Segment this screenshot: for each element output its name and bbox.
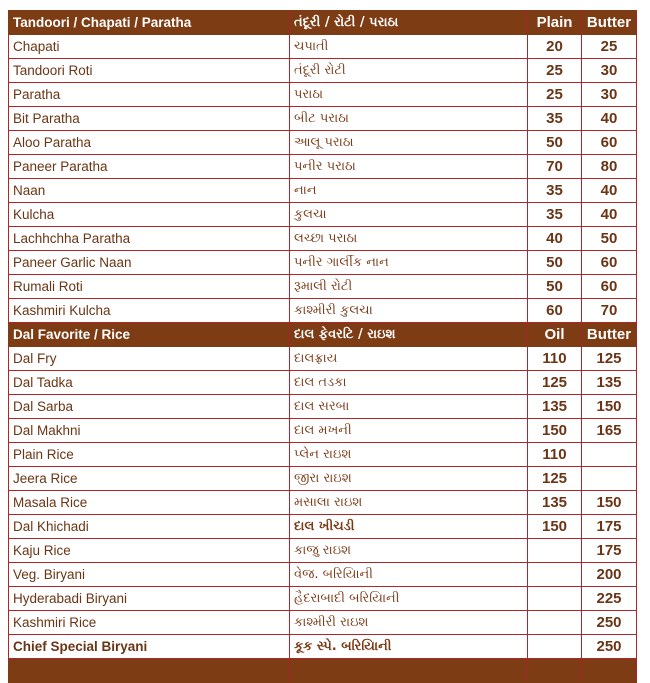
item-name-gujarati: વેજ. બરિયિાની [290,563,528,587]
price-cell: 50 [528,131,582,155]
item-name-english: Masala Rice [9,491,290,515]
section-header [9,323,637,347]
menu-item-row [9,515,637,539]
item-name-gujarati: કાજુ રાઇશ [290,539,528,563]
item-name-gujarati: કૂક સ્પે. બરિયિાની [290,635,528,659]
item-name-gujarati: લચ્છા પરાઠા [290,227,528,251]
menu-table [8,10,637,683]
price-column-header: Butter [582,323,637,347]
item-name-gujarati: આલૂ પરાઠા [290,131,528,155]
price-cell: 35 [528,179,582,203]
price-cell: 20 [528,35,582,59]
menu-item-row [9,131,637,155]
menu-item-row [9,107,637,131]
section-title-gujarati: તંદૂરી / રોટી / પરાઠા [290,11,528,35]
item-name-gujarati: ચપાતી [290,35,528,59]
item-name-english: Plain Rice [9,443,290,467]
menu-item-row [9,179,637,203]
next-section-cell [290,659,528,683]
menu-item-row [9,227,637,251]
item-name-english: Bit Paratha [9,107,290,131]
menu-item-row [9,371,637,395]
price-column-header: Plain [528,11,582,35]
price-cell: 250 [582,611,637,635]
menu-item-row [9,203,637,227]
menu-item-row [9,35,637,59]
menu-item-row [9,635,637,659]
menu-item-row [9,467,637,491]
item-name-english: Paratha [9,83,290,107]
price-cell: 40 [582,107,637,131]
price-cell [528,611,582,635]
price-cell: 35 [528,203,582,227]
price-cell: 150 [582,395,637,419]
price-cell [582,443,637,467]
price-cell: 125 [528,371,582,395]
menu-item-row [9,443,637,467]
menu-item-row [9,587,637,611]
price-cell: 250 [582,635,637,659]
menu-item-row [9,155,637,179]
section-title-english: Tandoori / Chapati / Paratha [9,11,290,35]
next-section-cell [9,659,290,683]
next-section-cell [528,659,582,683]
price-cell: 225 [582,587,637,611]
item-name-english: Dal Khichadi [9,515,290,539]
item-name-gujarati: કાશ્મીરી રાઇશ [290,611,528,635]
item-name-english: Chapati [9,35,290,59]
item-name-gujarati: જીરા રાઇશ [290,467,528,491]
price-cell: 50 [582,227,637,251]
price-cell: 25 [528,83,582,107]
price-cell: 175 [582,539,637,563]
item-name-gujarati: કુલચા [290,203,528,227]
price-cell: 70 [528,155,582,179]
price-cell: 35 [528,107,582,131]
menu-item-row [9,419,637,443]
item-name-gujarati: પનીર પરાઠા [290,155,528,179]
item-name-english: Aloo Paratha [9,131,290,155]
price-cell: 125 [528,467,582,491]
menu-item-row [9,611,637,635]
price-cell: 200 [582,563,637,587]
item-name-gujarati: પરાઠા [290,83,528,107]
item-name-gujarati: મસાલા રાઇશ [290,491,528,515]
next-section-header [9,659,637,683]
price-cell: 135 [528,395,582,419]
price-cell [528,563,582,587]
price-cell: 25 [528,59,582,83]
item-name-english: Jeera Rice [9,467,290,491]
menu-item-row [9,347,637,371]
price-cell: 50 [528,251,582,275]
price-column-header: Butter [582,11,637,35]
price-cell: 150 [528,419,582,443]
item-name-english: Dal Sarba [9,395,290,419]
menu-item-row [9,251,637,275]
menu-item-row [9,395,637,419]
item-name-english: Naan [9,179,290,203]
item-name-english: Rumali Roti [9,275,290,299]
menu-item-row [9,275,637,299]
price-cell: 60 [582,275,637,299]
price-cell: 110 [528,347,582,371]
menu-item-row [9,299,637,323]
section-header [9,11,637,35]
price-cell: 125 [582,347,637,371]
item-name-english: Dal Makhni [9,419,290,443]
item-name-english: Tandoori Roti [9,59,290,83]
item-name-gujarati: રૂમાલી રોટી [290,275,528,299]
item-name-english: Chief Special Biryani [9,635,290,659]
price-column-header: Oil [528,323,582,347]
price-cell: 80 [582,155,637,179]
price-cell [582,467,637,491]
price-cell: 60 [528,299,582,323]
item-name-english: Lachhchha Paratha [9,227,290,251]
price-cell: 40 [582,203,637,227]
price-cell: 150 [528,515,582,539]
price-cell: 135 [582,371,637,395]
price-cell: 40 [528,227,582,251]
price-cell: 30 [582,59,637,83]
item-name-gujarati: પનીર ગાર્લીક નાન [290,251,528,275]
item-name-english: Dal Tadka [9,371,290,395]
item-name-gujarati: તંદૂરી રોટી [290,59,528,83]
item-name-gujarati: કાશ્મીરી કુલચા [290,299,528,323]
menu-item-row [9,491,637,515]
price-cell [528,587,582,611]
item-name-gujarati: દાલફ્રાય [290,347,528,371]
section-title-gujarati: દાલ ફેવરટિ / રાઇશ [290,323,528,347]
item-name-gujarati: દાલ મખની [290,419,528,443]
price-cell: 25 [582,35,637,59]
price-cell: 175 [582,515,637,539]
item-name-english: Kashmiri Rice [9,611,290,635]
price-cell: 70 [582,299,637,323]
price-cell: 110 [528,443,582,467]
next-section-cell [582,659,637,683]
price-cell: 60 [582,251,637,275]
item-name-english: Kashmiri Kulcha [9,299,290,323]
price-cell [528,539,582,563]
menu-item-row [9,83,637,107]
item-name-gujarati: પ્લેન રાઇશ [290,443,528,467]
price-cell: 30 [582,83,637,107]
price-cell: 135 [528,491,582,515]
item-name-english: Paneer Garlic Naan [9,251,290,275]
item-name-english: Kaju Rice [9,539,290,563]
price-cell: 60 [582,131,637,155]
item-name-gujarati: બીટ પરાઠા [290,107,528,131]
item-name-gujarati: દાલ સરબા [290,395,528,419]
price-cell: 40 [582,179,637,203]
item-name-english: Kulcha [9,203,290,227]
item-name-english: Veg. Biryani [9,563,290,587]
price-cell [528,635,582,659]
item-name-gujarati: દાલ ખીચડી [290,515,528,539]
item-name-english: Paneer Paratha [9,155,290,179]
item-name-english: Hyderabadi Biryani [9,587,290,611]
item-name-gujarati: દાલ તડકા [290,371,528,395]
menu-item-row [9,563,637,587]
price-cell: 165 [582,419,637,443]
item-name-gujarati: હૈદરાબાદી બરિયિાની [290,587,528,611]
price-cell: 150 [582,491,637,515]
item-name-english: Dal Fry [9,347,290,371]
price-cell: 50 [528,275,582,299]
item-name-gujarati: નાન [290,179,528,203]
menu-item-row [9,59,637,83]
menu-item-row [9,539,637,563]
section-title-english: Dal Favorite / Rice [9,323,290,347]
